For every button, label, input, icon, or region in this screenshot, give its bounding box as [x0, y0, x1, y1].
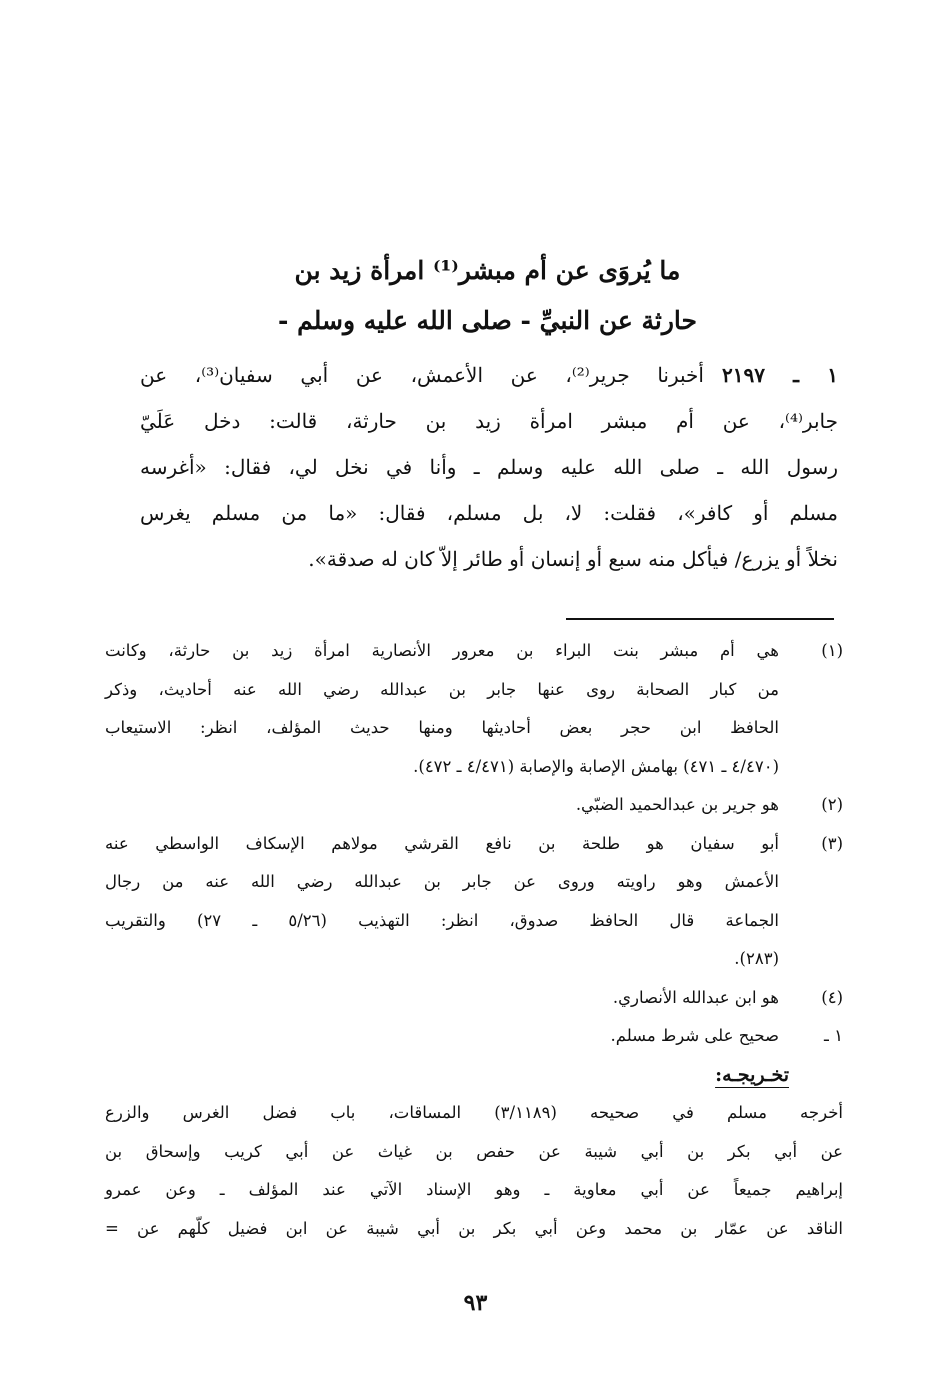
- footnote-line: (٤/٤٧٠ ـ ٤٧١) بهامش الإصابة والإصابة (٤/٤٧١ ـ ٤٧٢).: [413, 756, 779, 776]
- page-number: ٩٣: [463, 1290, 488, 1316]
- footnote-line: هي أم مبشر بنت البراء بن معرور الأنصارية امرأة زيد بن حارثة، وكانت: [105, 641, 779, 660]
- heading-line-1: ما يُروَى عن أم مبشر⁽¹⁾ امرأة زيد بن: [294, 256, 681, 285]
- footnote-1: [105, 632, 843, 786]
- footnote-line: الأعمش وهو راويته وروى عن جابر بن عبدالله رضي الله عنه من رجال: [105, 872, 779, 891]
- takhrij-title: تخـريجـه:: [715, 1063, 789, 1086]
- footnote-line: هو جرير بن عبدالحميد الضبّي.: [575, 795, 779, 814]
- hadith-text: [140, 352, 838, 582]
- footnote-mark: (٢): [821, 795, 843, 814]
- footnote-mark: (٤): [821, 987, 843, 1007]
- footnote-2: [105, 786, 843, 825]
- takhrij-line: عن أبي بكر بن أبي شيبة عن حفص بن غياث عن أبي كريب وإسحاق بن: [105, 1141, 843, 1161]
- footnote-line: من كبار الصحابة روى عنها جابر بن عبدالله رضي الله عنه أحاديث، وذكر: [105, 679, 779, 699]
- hadith-line: جابر⁽⁴⁾، عن أم مبشر امرأة زيد بن حارثة، قالت: دخل عَلَيّ: [140, 409, 838, 433]
- footnote-line: (٢٨٣).: [734, 949, 779, 968]
- footnote-body: [105, 632, 779, 786]
- footnote-mark: (٣): [821, 833, 843, 853]
- footnote-line: صحيح على شرط مسلم.: [610, 1026, 779, 1045]
- footnote-line: أبو سفيان هو طلحة بن نافع القرشي مولاهم الإسكاف الواسطي عنه: [105, 833, 779, 853]
- takhrij-section: [105, 1056, 843, 1249]
- hadith-number: ١ ـ ٢١٩٧: [721, 363, 839, 387]
- hadith-line: ١ ـ ٢١٩٧أخبرنا جرير⁽²⁾، عن الأعمش، عن أبي سفيان⁽³⁾، عن: [140, 363, 839, 387]
- hadith-grading-note: [105, 1017, 843, 1056]
- heading-line-2: حارثة عن النبيِّ - صلى الله عليه وسلم -: [278, 306, 697, 335]
- footnote-line: هو ابن عبدالله الأنصاري.: [612, 987, 779, 1007]
- takhrij-line: الناقد عن عمّار بن محمد وعن أبي بكر بن أبي شيبة عن ابن فضيل كلّهم عن =: [105, 1218, 843, 1238]
- section-heading: [270, 246, 705, 346]
- footnote-3: [105, 825, 843, 979]
- hadith-line: نخلاً أو يزرع/ فيأكل منه سبع أو إنسان أو طائر إلاّ كان له صدقة».: [308, 547, 838, 571]
- footnote-body: [105, 1017, 779, 1056]
- footnote-body: [105, 786, 779, 825]
- hadith-line: رسول الله ـ صلى الله عليه وسلم ـ وأنا في نخل لي، فقال: «أغرسه: [140, 455, 838, 479]
- footnote-mark: ١ ـ: [824, 1026, 843, 1045]
- footnote-line: الحافظ ابن حجر بعض أحاديثها ومنها حديث المؤلف، انظر: الاستيعاب: [105, 718, 779, 737]
- takhrij-line: أخرجه مسلم في صحيحه (٣/١١٨٩) المساقات، باب فضل الغرس والزرع: [105, 1103, 843, 1122]
- footnote-body: [105, 825, 779, 979]
- footnote-4: [105, 979, 843, 1018]
- footnotes: [105, 632, 843, 1248]
- footnote-mark: (١): [821, 641, 843, 660]
- footnote-line: الجماعة قال الحافظ صدوق، انظر: التهذيب (٥/٢٦ ـ ٢٧) والتقريب: [105, 910, 779, 930]
- hadith-line: مسلم أو كافر»، فقلت: لا، بل مسلم، فقال: «ما من مسلم يغرس: [140, 501, 838, 525]
- footnote-body: [105, 979, 779, 1018]
- footnote-separator: [566, 618, 834, 620]
- takhrij-line: إبراهيم جميعاً عن أبي معاوية ـ وهو الإسناد الآتي عند المؤلف ـ وعن عمرو: [105, 1180, 843, 1199]
